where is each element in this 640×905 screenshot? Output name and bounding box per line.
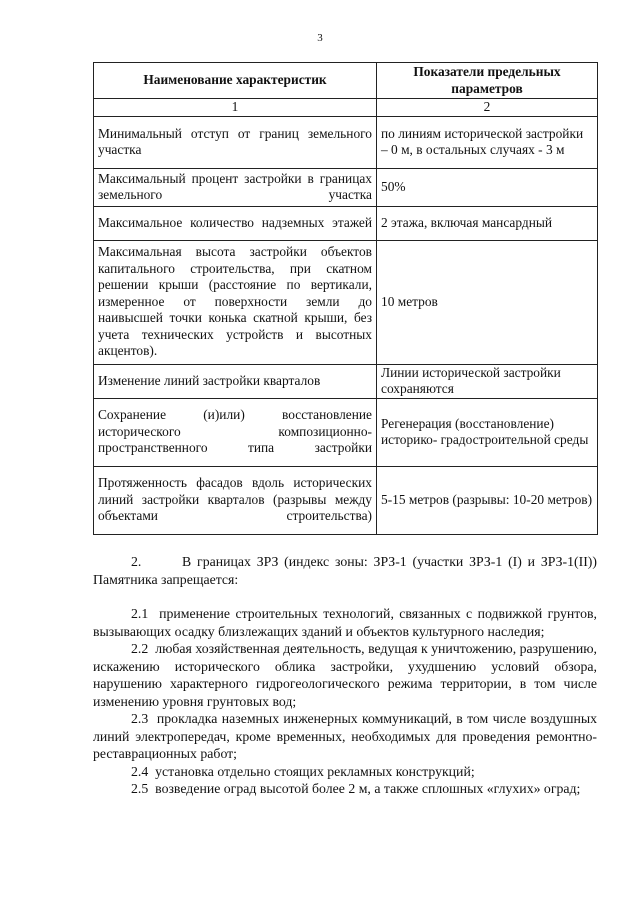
section-text bbox=[93, 553, 597, 798]
list-item bbox=[93, 640, 597, 710]
row-value: по линиям исторической застройки – 0 м, в остальных случаях - 3 м bbox=[377, 116, 598, 168]
item-text: установка отдельно стоящих рекламных конструкций; bbox=[155, 763, 475, 779]
table-row bbox=[94, 364, 598, 398]
table-row bbox=[94, 240, 598, 364]
row-name: Минимальный отступ от границ земельного участка bbox=[94, 116, 377, 168]
item-number: 2.1 bbox=[131, 606, 149, 621]
row-value: 5-15 метров (разрывы: 10-20 метров) bbox=[377, 466, 598, 534]
item-text: любая хозяйственная деятельность, ведущая к уничтожению, разрушению, искажению исторического облика застройки, ухудшению условий обзора, нарушению характерного гидрогеологического режима территории, в том числе изменению уровня грунтовых вод; bbox=[93, 641, 597, 709]
item-number: 2.5 bbox=[131, 781, 149, 796]
section-intro-text: В границах ЗРЗ (индекс зоны: ЗРЗ-1 (участки ЗРЗ-1 (I) и ЗРЗ-1(II)) Памятника запрещается: bbox=[93, 554, 597, 587]
column-index-row bbox=[94, 99, 598, 117]
list-item bbox=[93, 780, 597, 798]
row-value: Линии исторической застройки сохраняются bbox=[377, 364, 598, 398]
item-number: 2.2 bbox=[131, 641, 149, 656]
header-limit-parameters: Показатели предельных параметров bbox=[377, 63, 598, 99]
list-item bbox=[93, 605, 597, 640]
parameters-table bbox=[93, 62, 598, 535]
item-text: возведение оград высотой более 2 м, а также сплошных «глухих» оград; bbox=[155, 781, 581, 796]
section-intro-number: 2. bbox=[131, 554, 142, 569]
column-index-1: 1 bbox=[94, 99, 377, 117]
row-name: Сохранение (и)или) восстановление исторического композиционно-пространственного типа застройки bbox=[94, 398, 377, 466]
row-value: Регенерация (восстановление) историко- градостроительной среды bbox=[377, 398, 598, 466]
row-value: 2 этажа, включая мансардный bbox=[377, 206, 598, 240]
section-intro bbox=[93, 553, 597, 588]
row-name: Максимальное количество надземных этажей bbox=[94, 206, 377, 240]
item-number: 2.3 bbox=[131, 711, 149, 726]
item-text: прокладка наземных инженерных коммуникаций, в том числе воздушных линий электропередач, кроме временных, необходимых для проведения ремонтно-реставрационных работ; bbox=[93, 711, 597, 761]
table-row bbox=[94, 116, 598, 168]
item-text: применение строительных технологий, связанных с подвижкой грунтов, вызывающих осадку близлежащих зданий и объектов культурного наследия; bbox=[93, 606, 598, 639]
column-index-2: 2 bbox=[377, 99, 598, 117]
table-row bbox=[94, 398, 598, 466]
row-name: Максимальная высота застройки объектов капитального строительства, при скатном решении крыши (расстояние по вертикали, измеренное от поверхности земли до наивысшей точки конька скатной крыши, без учета технических устройств и высотных акцентов). bbox=[94, 240, 377, 364]
table-row bbox=[94, 206, 598, 240]
table-row bbox=[94, 466, 598, 534]
page-number: 3 bbox=[317, 32, 323, 44]
row-value: 50% bbox=[377, 168, 598, 206]
table-row bbox=[94, 168, 598, 206]
list-item bbox=[93, 710, 597, 763]
row-name: Протяженность фасадов вдоль исторических линий застройки кварталов (разрывы между объектами строительства) bbox=[94, 466, 377, 534]
row-name: Максимальный процент застройки в границах земельного участка bbox=[94, 168, 377, 206]
list-item bbox=[93, 763, 597, 781]
row-name: Изменение линий застройки кварталов bbox=[94, 364, 377, 398]
row-value: 10 метров bbox=[377, 240, 598, 364]
header-characteristics: Наименование характеристик bbox=[94, 63, 377, 99]
table-header-row bbox=[94, 63, 598, 99]
item-number: 2.4 bbox=[131, 763, 149, 779]
